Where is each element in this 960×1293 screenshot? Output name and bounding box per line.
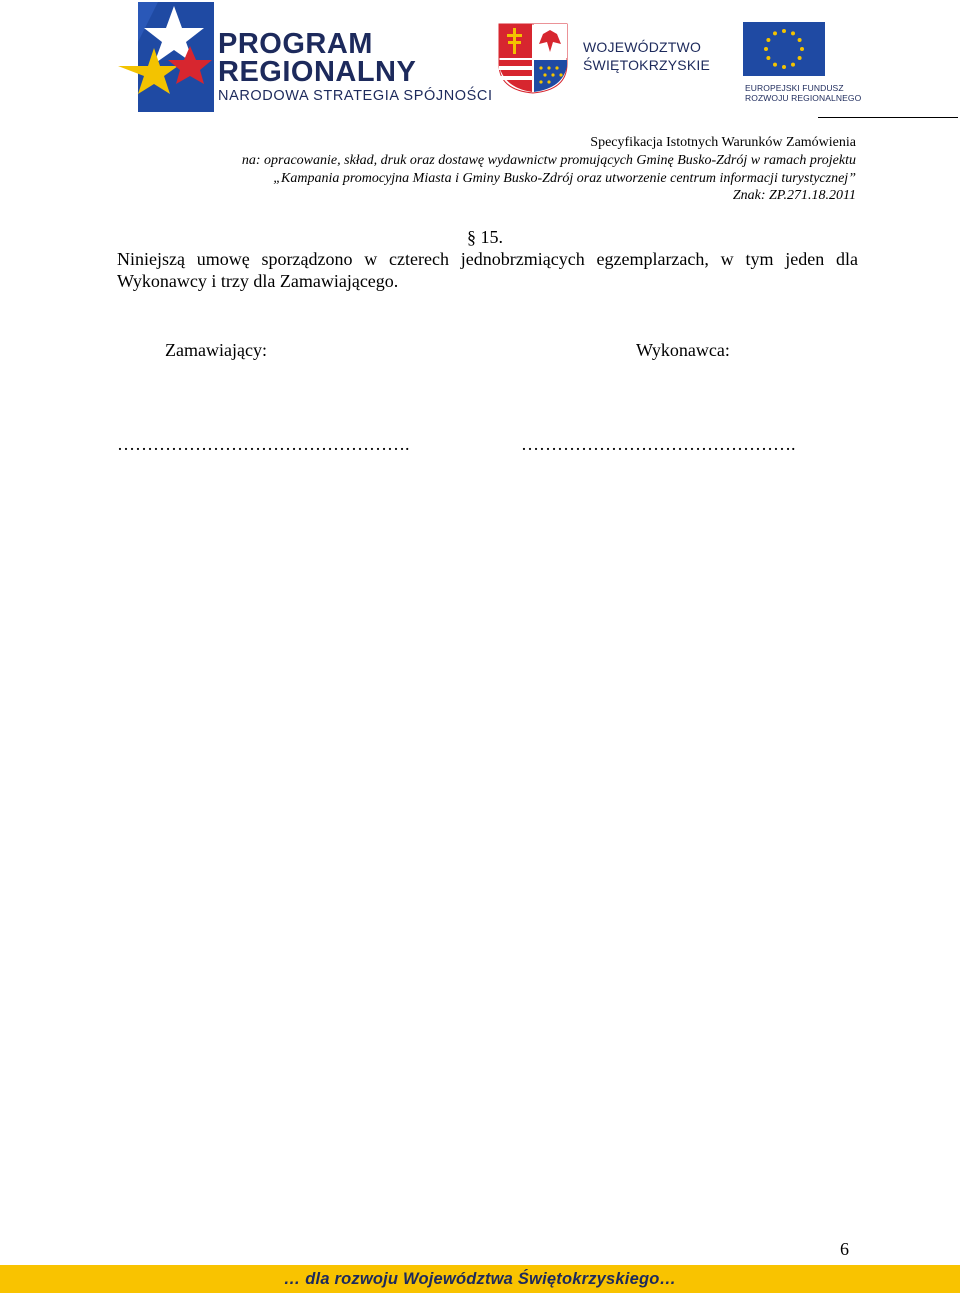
- eu-fund-line2: ROZWOJU REGIONALNEGO: [745, 93, 862, 103]
- spec-title: Specyfikacja Istotnych Warunków Zamówienia: [590, 135, 856, 150]
- voivodeship-line1: WOJEWÓDZTWO: [583, 39, 702, 55]
- header-divider: [818, 117, 958, 118]
- signature-label-contractor: Wykonawca:: [636, 340, 730, 360]
- signature-label-ordering-party: Zamawiający:: [165, 340, 267, 360]
- spec-reference-number: Znak: ZP.271.18.2011: [732, 188, 856, 203]
- spec-project-name: „Kampania promocyjna Miasta i Gminy Busko-Zdrój oraz utworzenie centrum informacji turystycznej”: [273, 171, 856, 186]
- eu-fund-logo: [743, 22, 868, 104]
- footer-slogan: … dla rozwoju Województwa Świętokrzyskiego…: [283, 1270, 677, 1288]
- voivodeship-logo: [497, 22, 711, 94]
- voivodeship-line2: ŚWIĘTOKRZYSKIE: [583, 57, 711, 73]
- star-emblem-icon: [118, 2, 214, 112]
- agreement-paragraph: Niniejszą umowę sporządzono w czterech jednobrzmiących egzemplarzach, w tym jeden dla Wykonawcy i trzy dla Zamawiającego.: [117, 249, 858, 291]
- eu-fund-line1: EUROPEJSKI FUNDUSZ: [745, 83, 844, 93]
- footer-bar: [0, 1265, 960, 1293]
- program-regionalny-logo: [118, 2, 493, 112]
- spec-subject: na: opracowanie, skład, druk oraz dostawę wydawnictw promujących Gminę Busko-Zdrój w ramach projektu: [241, 153, 856, 168]
- coat-of-arms-icon: [497, 22, 569, 94]
- program-title: PROGRAM: [218, 28, 373, 60]
- signature-line-contractor: ……………………………………….: [521, 434, 796, 454]
- page-number: 6: [840, 1239, 849, 1259]
- program-subtitle: NARODOWA STRATEGIA SPÓJNOŚCI: [218, 88, 493, 104]
- eu-flag-icon: [743, 22, 825, 76]
- regionalny-title: REGIONALNY: [218, 56, 417, 88]
- signature-line-ordering-party: ………………………………………….: [117, 434, 410, 454]
- section-heading: § 15.: [467, 227, 503, 247]
